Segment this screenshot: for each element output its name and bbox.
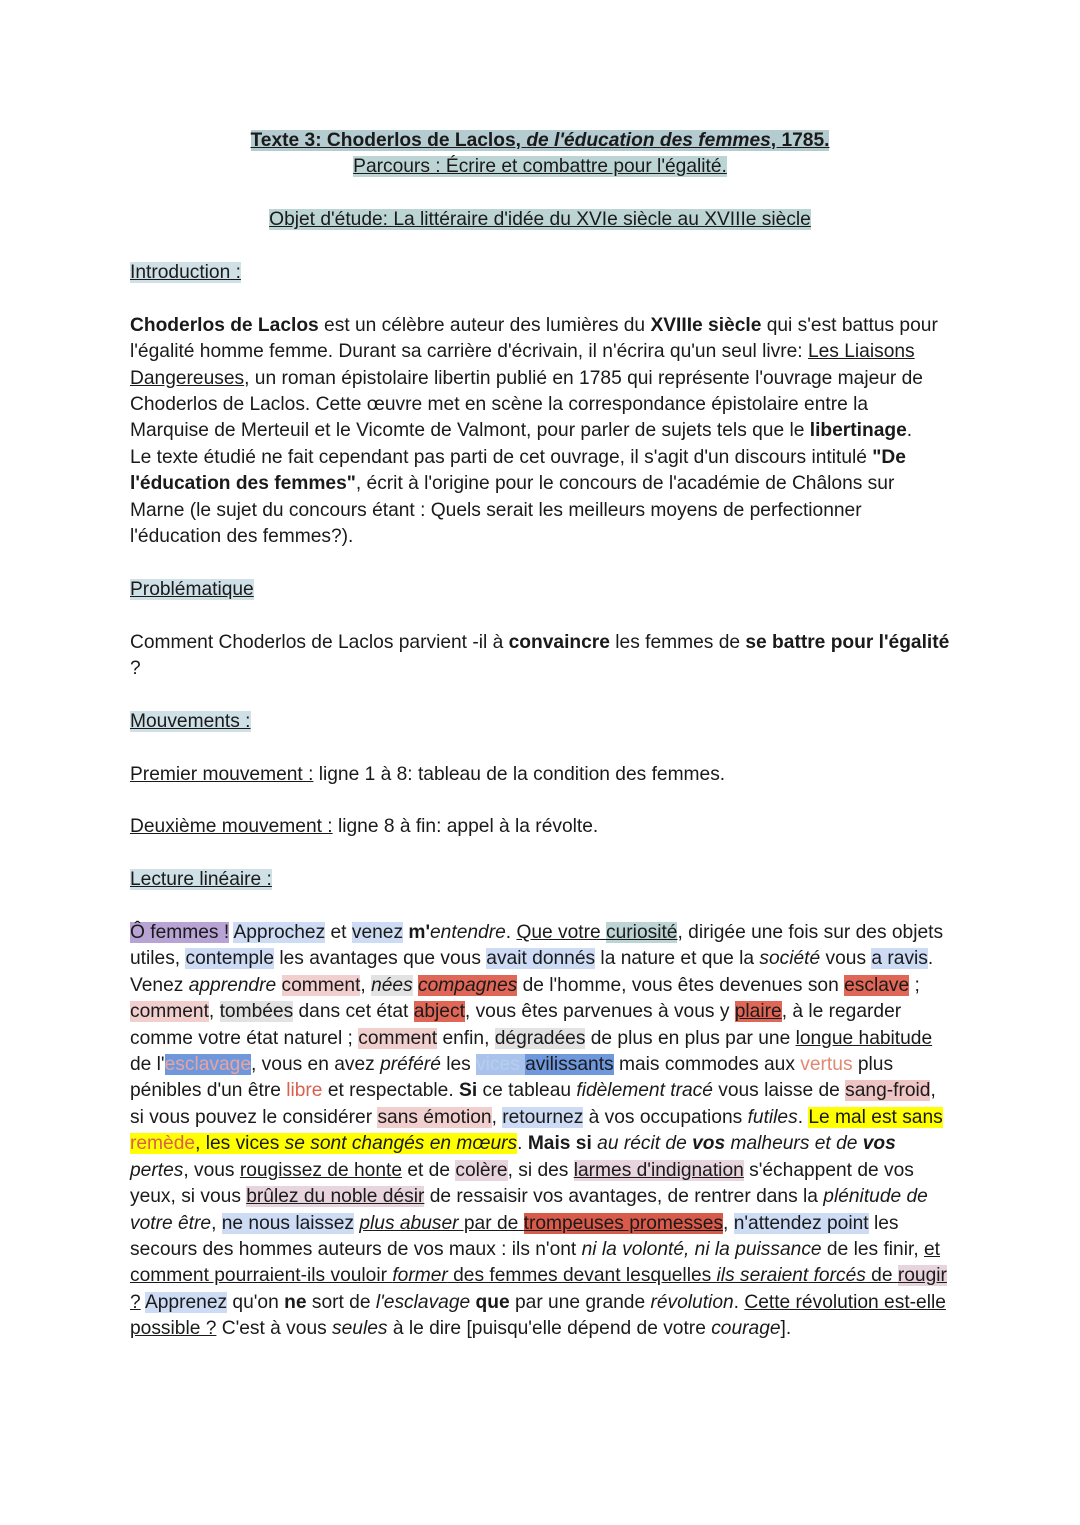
document-page bbox=[130, 128, 950, 1343]
parcours-line bbox=[130, 154, 950, 180]
mouvements-heading: Mouvements : bbox=[130, 710, 251, 732]
parcours-text: Parcours : Écrire et combattre pour l'égalité. bbox=[353, 156, 727, 178]
document-title bbox=[130, 128, 950, 154]
introduction-paragraph-2: Le texte étudié ne fait cependant pas parti de cet ouvrage, il s'agit d'un discours intitulé "De l'éducation des femmes", écrit à l'origine pour le concours de l'académie de Châlons sur Marne (le sujet du concours étant : Quels serait les meilleurs moyens de perfectionner l'éducation des femmes?). bbox=[130, 446, 906, 548]
lecture-text: Ô femmes ! Approchez et venez m'entendre. Que votre curiosité, dirigée une fois sur des objets utiles, contemple les avantages que vous avait donnés la nature et que la société vous a ravis. Venez apprendre comment, nées compagnes de l'homme, vous êtes devenues son esclave ; comment, tombées dans cet état abject, vous êtes parvenues à vous y plaire, à le regarder comme votre état naturel ; comment enfin, dégradées de plus en plus par une longue habitude de l'esclavage, vous en avez préféré les vices avilissants mais commodes aux vertus plus pénibles d'un être libre et respectable. Si ce tableau fidèlement tracé vous laisse de sang-froid, si vous pouvez le considérer sans émotion, retournez à vos occupations futiles. Le mal est sans remède, les vices se sont changés en mœurs. Mais si au récit de vos malheurs et de vos pertes, vous rougissez de honte et de colère, si des larmes d'indignation s'échappent de vos yeux, si vous brûlez du noble désir de ressaisir vos avantages, de rentrer dans la plénitude de votre être, ne nous laissez plus abuser par de trompeuses promesses, n'attendez point les secours des hommes auteurs de vos maux : ils n'ont ni la volonté, ni la puissance de les finir, et comment pourraient-ils vouloir former des femmes devant lesquelles ils seraient forcés de rougir ? Apprenez qu'on ne sort de l'esclavage que par une grande révolution. Cette révolution est-elle possible ? C'est à vous seules à le dire [puisqu'elle dépend de votre courage]. bbox=[130, 922, 947, 1340]
problematique-text: Comment Choderlos de Laclos parvient -il à convaincre les femmes de se battre pour l'égalité ? bbox=[130, 631, 950, 680]
introduction-heading: Introduction : bbox=[130, 262, 241, 283]
mouvement-1: Premier mouvement : ligne 1 à 8: tableau de la condition des femmes. bbox=[130, 763, 726, 785]
lecture-heading: Lecture linéaire : bbox=[130, 869, 272, 891]
objet-text: Objet d'étude: La littéraire d'idée du XVIe siècle au XVIIIe siècle bbox=[269, 209, 811, 231]
title-part: Texte 3: Choderlos de Laclos, bbox=[250, 130, 527, 151]
mouvement-2: Deuxième mouvement : ligne 8 à fin: appel à la révolte. bbox=[130, 816, 599, 838]
problematique-heading: Problématique bbox=[130, 578, 254, 600]
objet-line bbox=[130, 207, 950, 233]
title-work: de l'éducation des femmes bbox=[526, 130, 771, 151]
introduction-paragraph: Choderlos de Laclos est un célèbre auteur des lumières du XVIIIe siècle qui s'est battus pour l'égalité homme femme. Durant sa carrière d'écrivain, il n'écrira qu'un seul livre: Les Liaisons Dangereuses, un roman épistolaire libertin publié en 1785 qui représente l'ouvrage majeur de Choderlos de Laclos. Cette œuvre met en scène la correspondance épistolaire entre la Marquise de Merteuil et le Vicomte de Valmont, pour parler de sujets tels que le libertinage. bbox=[130, 314, 938, 442]
title-part: , 1785. bbox=[770, 130, 830, 151]
